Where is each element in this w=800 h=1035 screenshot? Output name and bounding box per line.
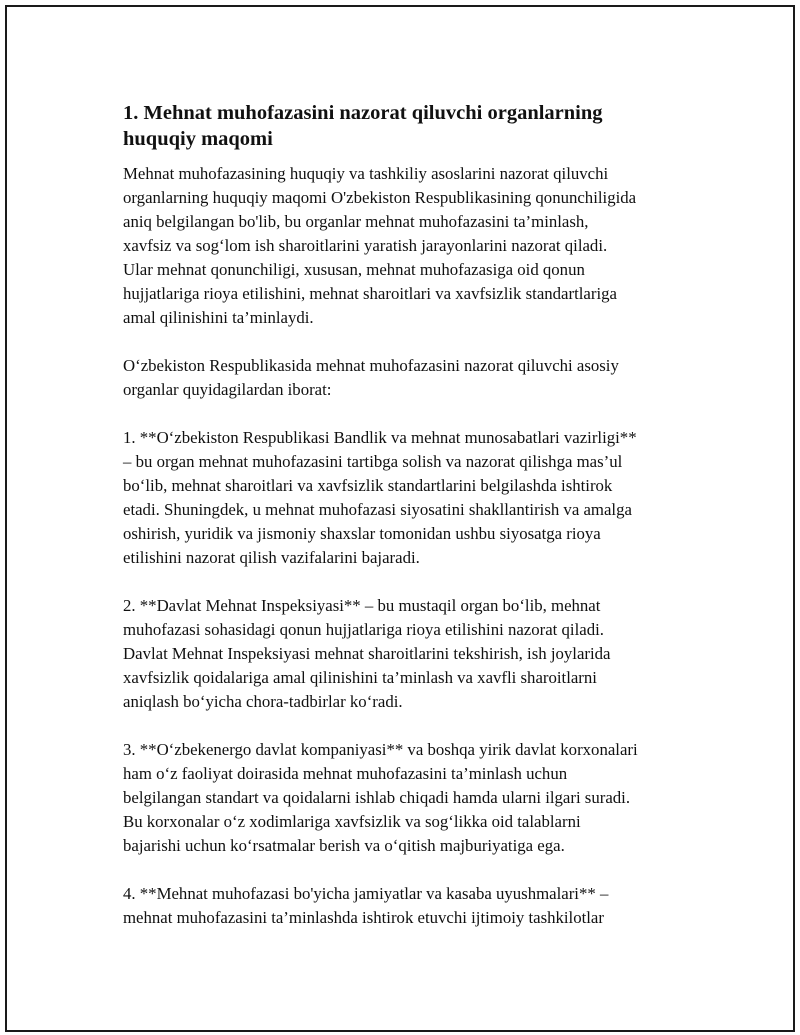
list-item-unions [123, 882, 693, 930]
text-line: 3. **O‘zbekenergo davlat kompaniyasi** va boshqa yirik davlat korxonalari [123, 740, 638, 759]
text-line: – bu organ mehnat muhofazasini tartibga solish va nazorat qilishga mas’ul [123, 452, 623, 471]
text-line: Mehnat muhofazasining huquqiy va tashkiliy asoslarini nazorat qiluvchi [123, 164, 609, 183]
text-line: amal qilinishini ta’minlaydi. [123, 308, 314, 327]
text-line: bo‘lib, mehnat sharoitlari va xavfsizlik standartlarini belgilashda ishtirok [123, 476, 613, 495]
text-line: aniq belgilangan bo'lib, bu organlar mehnat muhofazasini ta’minlash, [123, 212, 589, 231]
text-line: organlarning huquqiy maqomi O'zbekiston Respublikasining qonunchiligida [123, 188, 637, 207]
text-line: 1. **O‘zbekiston Respublikasi Bandlik va mehnat munosabatlari vazirligi** [123, 428, 637, 447]
paragraph-legal-status [123, 162, 693, 330]
text-line: 4. **Mehnat muhofazasi bo'yicha jamiyatlar va kasaba uyushmalari** – [123, 884, 609, 903]
text-line: xavfsizlik qoidalariga amal qilinishini ta’minlash va xavfli sharoitlarni [123, 668, 597, 687]
text-line: bajarishi uchun ko‘rsatmalar berish va o‘qitish majburiyatiga ega. [123, 836, 565, 855]
text-line: Davlat Mehnat Inspeksiyasi mehnat sharoitlarini tekshirish, ish joylarida [123, 644, 611, 663]
document-body [123, 100, 693, 954]
list-item-ministry [123, 426, 693, 570]
text-line: Bu korxonalar o‘z xodimlariga xavfsizlik va sog‘likka oid talablarni [123, 812, 581, 831]
list-item-labor-inspection [123, 594, 693, 714]
section-heading [123, 100, 693, 152]
list-item-uzbekenergo [123, 738, 693, 858]
text-line: oshirish, yuridik va jismoniy shaxslar tomonidan ushbu siyosatga rioya [123, 524, 601, 543]
text-line: Ular mehnat qonunchiligi, xususan, mehnat muhofazasiga oid qonun [123, 260, 585, 279]
paragraph-main-bodies-intro [123, 354, 693, 402]
text-line: belgilangan standart va qoidalarni ishlab chiqadi hamda ularni ilgari suradi. [123, 788, 631, 807]
text-line: xavfsiz va sog‘lom ish sharoitlarini yaratish jarayonlarini nazorat qiladi. [123, 236, 608, 255]
text-line: 2. **Davlat Mehnat Inspeksiyasi** – bu mustaqil organ bo‘lib, mehnat [123, 596, 601, 615]
text-line: aniqlash bo‘yicha chora-tadbirlar ko‘radi. [123, 692, 403, 711]
page-frame [5, 5, 795, 1032]
text-line: hujjatlariga rioya etilishini, mehnat sharoitlari va xavfsizlik standartlariga [123, 284, 617, 303]
heading-line: huquqiy maqomi [123, 128, 273, 150]
text-line: etadi. Shuningdek, u mehnat muhofazasi siyosatini shakllantirish va amalga [123, 500, 632, 519]
heading-line: 1. Mehnat muhofazasini nazorat qiluvchi organlarning [123, 102, 603, 124]
text-line: organlar quyidagilardan iborat: [123, 380, 332, 399]
text-line: muhofazasi sohasidagi qonun hujjatlariga rioya etilishini nazorat qiladi. [123, 620, 604, 639]
text-line: ham o‘z faoliyat doirasida mehnat muhofazasini ta’minlash uchun [123, 764, 568, 783]
text-line: etilishini nazorat qilish vazifalarini bajaradi. [123, 548, 420, 567]
text-line: O‘zbekiston Respublikasida mehnat muhofazasini nazorat qiluvchi asosiy [123, 356, 619, 375]
text-line: mehnat muhofazasini ta’minlashda ishtirok etuvchi ijtimoiy tashkilotlar [123, 908, 604, 927]
